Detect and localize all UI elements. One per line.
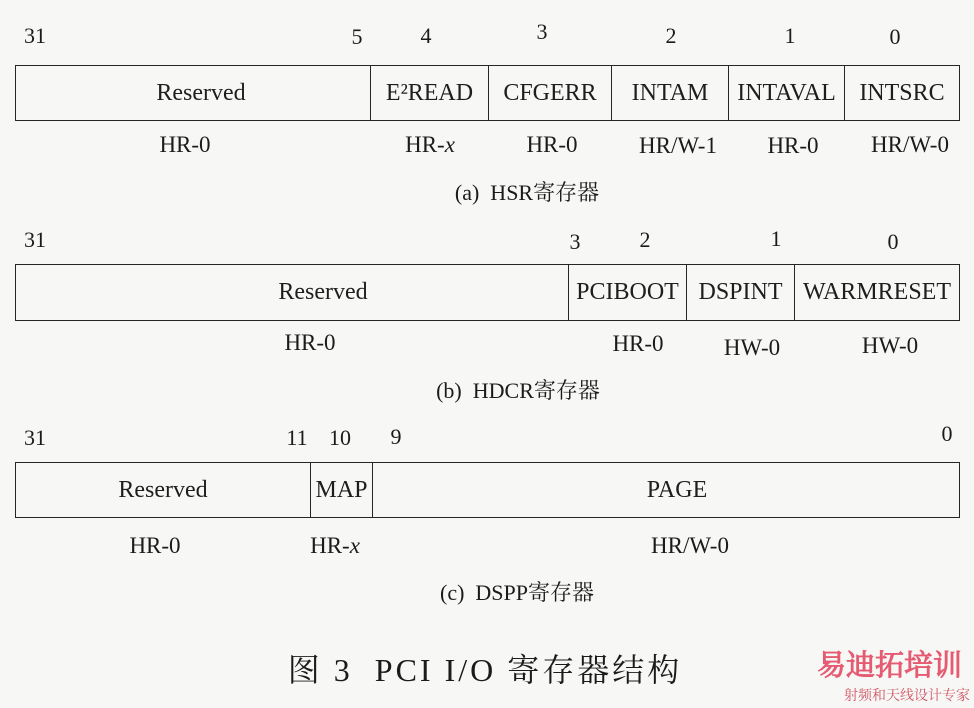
bit-number: 2	[639, 227, 651, 252]
field-label: Reserved	[278, 279, 368, 305]
register-caption: (c) DSPP寄存器	[439, 580, 595, 605]
field-label: Reserved	[156, 79, 246, 106]
bit-number: 10	[329, 425, 351, 450]
access-label: HR-0	[526, 132, 578, 157]
field-label: MAP	[315, 476, 368, 503]
bit-number: 3	[536, 19, 548, 44]
field-intaval	[728, 66, 844, 120]
bit-number: 31	[24, 23, 46, 48]
bit-number: 11	[286, 425, 308, 450]
bit-number: 2	[665, 23, 677, 48]
figure-title: 图 3 PCI I/O 寄存器结构	[287, 652, 683, 688]
field-label: PCIBOOT	[576, 279, 679, 305]
dspp-register-box	[15, 462, 960, 518]
access-label: HR-x	[405, 132, 455, 157]
field-reserved	[16, 265, 568, 320]
access-label: HR/W-0	[871, 132, 949, 157]
access-label: HR-0	[284, 330, 336, 355]
bit-number: 0	[941, 421, 953, 446]
field-label: INTSRC	[859, 79, 945, 106]
bit-number: 0	[887, 229, 899, 254]
field-label: DSPINT	[698, 279, 783, 305]
field-intsrc	[844, 66, 959, 120]
field-map	[310, 463, 372, 517]
bit-number: 9	[390, 424, 402, 449]
field-label: INTAM	[631, 79, 709, 106]
register-caption: (a) HSR寄存器	[454, 180, 600, 205]
field-dspint	[686, 265, 794, 320]
register-caption: (b) HDCR寄存器	[436, 378, 600, 403]
field-cfgerr	[488, 66, 611, 120]
field-label: WARMRESET	[802, 279, 951, 305]
field-reserved	[16, 66, 370, 120]
field-label: E²READ	[385, 79, 474, 106]
bit-number: 31	[24, 425, 46, 450]
field-warmreset	[794, 265, 959, 320]
bit-number: 5	[351, 24, 363, 49]
access-label: HR-x	[310, 533, 360, 558]
bit-number: 1	[784, 23, 796, 48]
field-reserved	[16, 463, 310, 517]
access-label: HR-0	[767, 133, 819, 158]
access-label: HR-0	[612, 331, 664, 356]
access-label: HW-0	[723, 335, 781, 360]
field-page	[372, 463, 959, 517]
field-e2read	[370, 66, 488, 120]
field-label: Reserved	[118, 476, 208, 503]
access-label: HR-0	[159, 132, 211, 157]
hdcr-register-box	[15, 264, 960, 321]
bit-number: 31	[24, 227, 46, 252]
bit-number: 3	[569, 229, 581, 254]
bit-number: 4	[420, 23, 432, 48]
bit-number: 0	[889, 24, 901, 49]
bit-number: 1	[770, 226, 782, 251]
access-label: HR/W-1	[639, 133, 717, 158]
field-intam	[611, 66, 728, 120]
watermark-brand: 易迪拓培训	[816, 648, 962, 682]
access-label: HR/W-0	[651, 533, 729, 558]
hsr-register-box	[15, 65, 960, 121]
access-label: HR-0	[129, 533, 181, 558]
watermark-tagline: 射频和天线设计专家	[844, 688, 970, 704]
field-label: CFGERR	[503, 79, 597, 106]
access-label: HW-0	[861, 333, 919, 358]
field-label: PAGE	[646, 476, 708, 503]
field-label: INTAVAL	[737, 79, 836, 106]
field-pciboot	[568, 265, 686, 320]
